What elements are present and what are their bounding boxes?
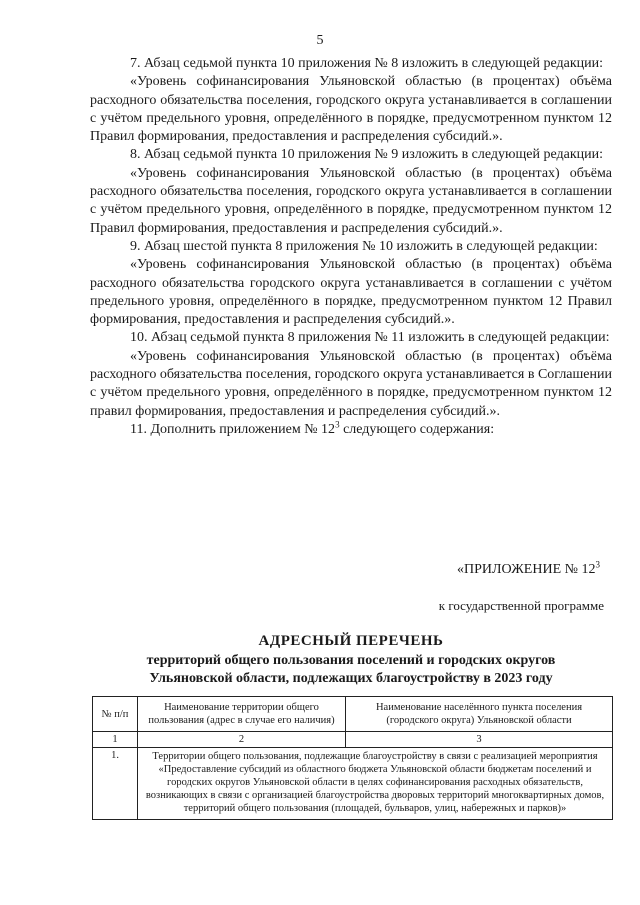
amendment-9-quote: «Уровень софинансирования Ульяновской областью (в процентах) объёма расходного обязательства городского округа устанавливается в соглашении с учётом предельного уровня, определённого в порядке, предусмотренном пунктом 12 Правил формирования, предоставления и распределения субсидий.». [90, 257, 612, 328]
document-title-main: АДРЕСНЫЙ ПЕРЕЧЕНЬ [258, 633, 444, 649]
amendment-10-quote: «Уровень софинансирования Ульяновской областью (в процентах) объёма расходного обязательства поселения, городского округа устанавливается в Соглашении с учётом предельного уровня, определённого в порядке, предусмотренном пунктом 12 правил формирования, предоставления и распределения субсидий.». [90, 348, 612, 419]
amendment-10-lead: 10. Абзац седьмой пункта 8 приложения № 11 изложить в следующей редакции: [130, 330, 610, 346]
col-number-1: 1 [93, 732, 138, 748]
address-table [92, 696, 613, 820]
header-settlement: Наименование населённого пункта поселения (городского округа) Ульяновской области [346, 697, 613, 732]
header-number: № п/п [93, 697, 138, 732]
table-header-row [93, 697, 613, 732]
row-description: Территории общего пользования, подлежащие благоустройству в связи с реализацией мероприятия «Предоставление субсидий из областного бюджета Ульяновской области бюджетам поселений и городских округов Ульяновской области в целях софинансирования расходных обязательств, возникающих в связи с организацией благоустройства дворовых территорий многоквартирных домов, территорий общего пользования (площадей, бульваров, улиц, набережных и парков)» [138, 748, 613, 820]
amendments-body [90, 55, 612, 439]
amendment-7-quote: «Уровень софинансирования Ульяновской областью (в процентах) объёма расходного обязательства поселения, городского округа устанавливается в соглашении с учётом предельного уровня, определённого в порядке, предусмотренном пунктом 12 Правил формирования, предоставления и распределения субсидий.». [90, 74, 612, 145]
appendix-label-sup: 3 [595, 559, 600, 570]
appendix-label [457, 559, 600, 578]
appendix-label-text: «ПРИЛОЖЕНИЕ № 12 [457, 562, 596, 577]
amendment-11-tail: следующего содержания: [339, 421, 495, 437]
document-title [90, 632, 612, 688]
table-row [93, 748, 613, 820]
appendix-subtitle: к государственной программе [438, 598, 604, 613]
table-number-row [93, 732, 613, 748]
amendment-8-quote: «Уровень софинансирования Ульяновской областью (в процентах) объёма расходного обязательства поселения, городского округа устанавливается в соглашении с учётом предельного уровня, определённого в порядке, предусмотренном пунктом 12 Правил формирования, предоставления и распределения субсидий.». [90, 165, 612, 236]
amendment-8-lead: 8. Абзац седьмой пункта 10 приложения № 9 изложить в следующей редакции: [130, 147, 604, 163]
amendment-11-text: 11. Дополнить приложением № 12 [130, 421, 336, 437]
row-number: 1. [93, 748, 138, 820]
col-number-2: 2 [138, 732, 346, 748]
document-title-line2: Ульяновской области, подлежащих благоустройству в 2023 году [149, 671, 553, 686]
page-number: 5 [316, 33, 324, 48]
amendment-11-sup: 3 [335, 419, 340, 430]
col-number-3: 3 [346, 732, 613, 748]
amendment-9-lead: 9. Абзац шестой пункта 8 приложения № 10 изложить в следующей редакции: [130, 238, 598, 254]
amendment-11 [90, 421, 612, 439]
amendment-7-lead: 7. Абзац седьмой пункта 10 приложения № 8 изложить в следующей редакции: [130, 56, 604, 71]
document-title-line1: территорий общего пользования поселений и городских округов [146, 653, 556, 668]
header-territory: Наименование территории общего пользования (адрес в случае его наличия) [138, 697, 346, 732]
